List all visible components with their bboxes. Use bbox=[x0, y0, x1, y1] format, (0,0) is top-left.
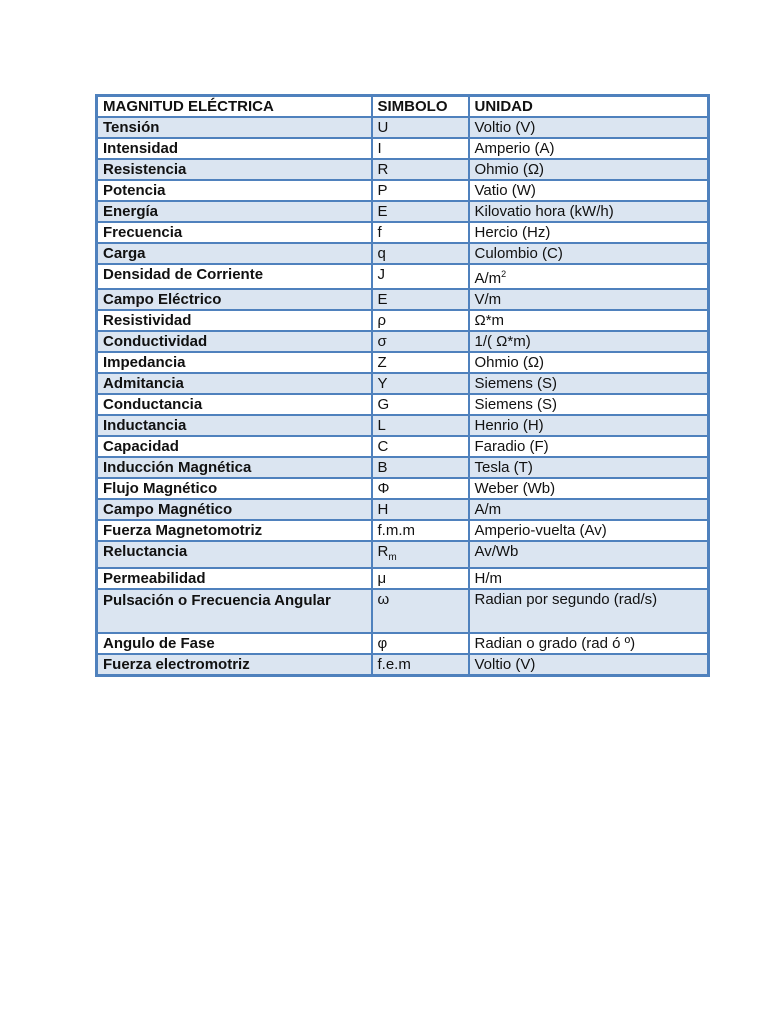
magnitude-cell: Campo Magnético bbox=[97, 499, 372, 520]
symbol-text: E bbox=[377, 291, 388, 308]
symbol-text: C bbox=[377, 438, 389, 455]
magnitude-cell: Potencia bbox=[97, 180, 372, 201]
magnitude-cell: Frecuencia bbox=[97, 222, 372, 243]
symbol-text: q bbox=[377, 245, 386, 262]
unit-cell bbox=[469, 589, 709, 633]
unit-cell bbox=[469, 654, 709, 676]
unit-cell bbox=[469, 243, 709, 264]
symbol-cell bbox=[372, 264, 469, 289]
table-row bbox=[97, 201, 709, 222]
unit-cell bbox=[469, 457, 709, 478]
table-row bbox=[97, 180, 709, 201]
unit-cell bbox=[469, 541, 709, 568]
table-row bbox=[97, 310, 709, 331]
magnitude-cell: Conductancia bbox=[97, 394, 372, 415]
unit-text: Av/Wb bbox=[474, 543, 519, 560]
magnitude-cell: Fuerza electromotriz bbox=[97, 654, 372, 676]
table-row bbox=[97, 264, 709, 289]
symbol-text: σ bbox=[377, 333, 387, 350]
symbol-text: Φ bbox=[377, 480, 390, 497]
table-row bbox=[97, 457, 709, 478]
unit-text: A/m bbox=[474, 501, 502, 518]
magnitude-cell: Admitancia bbox=[97, 373, 372, 394]
symbol-cell bbox=[372, 222, 469, 243]
magnitude-cell: Densidad de Corriente bbox=[97, 264, 372, 289]
symbol-cell bbox=[372, 159, 469, 180]
magnitude-cell: Resistividad bbox=[97, 310, 372, 331]
unit-cell bbox=[469, 264, 709, 289]
unit-cell bbox=[469, 633, 709, 654]
symbol-text: I bbox=[377, 140, 382, 157]
table-row bbox=[97, 541, 709, 568]
unit-text: A/m bbox=[474, 270, 502, 287]
symbol-text: H bbox=[377, 501, 389, 518]
symbol-text: Y bbox=[377, 375, 388, 392]
magnitude-cell: Angulo de Fase bbox=[97, 633, 372, 654]
table-row bbox=[97, 568, 709, 589]
unit-text: H/m bbox=[474, 570, 502, 587]
table-row bbox=[97, 478, 709, 499]
magnitude-cell: Conductividad bbox=[97, 331, 372, 352]
symbol-cell bbox=[372, 589, 469, 633]
unit-text: Vatio (W) bbox=[474, 182, 536, 199]
table-row bbox=[97, 654, 709, 676]
table-row bbox=[97, 415, 709, 436]
symbol-cell bbox=[372, 180, 469, 201]
symbol-cell bbox=[372, 394, 469, 415]
symbol-cell bbox=[372, 499, 469, 520]
magnitude-cell: Campo Eléctrico bbox=[97, 289, 372, 310]
header-unit: UNIDAD bbox=[469, 96, 709, 118]
unit-cell bbox=[469, 568, 709, 589]
symbol-cell bbox=[372, 541, 469, 568]
magnitude-cell: Capacidad bbox=[97, 436, 372, 457]
table-row bbox=[97, 633, 709, 654]
magnitude-cell: Permeabilidad bbox=[97, 568, 372, 589]
table-row bbox=[97, 373, 709, 394]
symbol-cell bbox=[372, 520, 469, 541]
table-row bbox=[97, 289, 709, 310]
symbol-cell bbox=[372, 457, 469, 478]
unit-cell bbox=[469, 201, 709, 222]
symbol-text: U bbox=[377, 119, 389, 136]
unit-cell bbox=[469, 117, 709, 138]
symbol-text: f bbox=[377, 224, 382, 241]
table-row bbox=[97, 331, 709, 352]
magnitude-cell: Inductancia bbox=[97, 415, 372, 436]
unit-text: Henrio (H) bbox=[474, 417, 544, 434]
symbol-text: B bbox=[377, 459, 388, 476]
unit-cell bbox=[469, 478, 709, 499]
symbol-text: L bbox=[377, 417, 386, 434]
table-row bbox=[97, 243, 709, 264]
unit-text: 1/( Ω*m) bbox=[474, 333, 531, 350]
unit-text: Faradio (F) bbox=[474, 438, 549, 455]
table-row bbox=[97, 589, 709, 633]
header-magnitude: MAGNITUD ELÉCTRICA bbox=[97, 96, 372, 118]
magnitude-cell: Fuerza Magnetomotriz bbox=[97, 520, 372, 541]
unit-text: Radian por segundo (rad/s) bbox=[474, 591, 658, 608]
symbol-cell bbox=[372, 568, 469, 589]
symbol-cell bbox=[372, 289, 469, 310]
table-row bbox=[97, 352, 709, 373]
table-row bbox=[97, 520, 709, 541]
symbol-text: Z bbox=[377, 354, 387, 371]
symbol-cell bbox=[372, 310, 469, 331]
unit-text: Hercio (Hz) bbox=[474, 224, 551, 241]
table-row bbox=[97, 499, 709, 520]
magnitude-cell: Resistencia bbox=[97, 159, 372, 180]
unit-cell bbox=[469, 520, 709, 541]
unit-cell bbox=[469, 415, 709, 436]
unit-cell bbox=[469, 159, 709, 180]
unit-text: Amperio (A) bbox=[474, 140, 555, 157]
symbol-cell bbox=[372, 373, 469, 394]
symbol-cell bbox=[372, 633, 469, 654]
symbol-text: G bbox=[377, 396, 390, 413]
header-symbol: SIMBOLO bbox=[372, 96, 469, 118]
unit-cell bbox=[469, 180, 709, 201]
unit-text: Weber (Wb) bbox=[474, 480, 556, 497]
symbol-cell bbox=[372, 138, 469, 159]
unit-cell bbox=[469, 352, 709, 373]
symbol-text: ω bbox=[377, 591, 390, 608]
table-row bbox=[97, 159, 709, 180]
unit-cell bbox=[469, 436, 709, 457]
unit-text: Voltio (V) bbox=[474, 119, 536, 136]
unit-text: Voltio (V) bbox=[474, 656, 536, 673]
magnitude-cell: Flujo Magnético bbox=[97, 478, 372, 499]
symbol-text: f.m.m bbox=[377, 522, 415, 539]
symbol-text: ρ bbox=[377, 312, 387, 329]
unit-text: V/m bbox=[474, 291, 502, 308]
symbol-cell bbox=[372, 352, 469, 373]
symbol-text: P bbox=[377, 182, 388, 199]
symbol-text: μ bbox=[377, 570, 387, 587]
unit-text: Siemens (S) bbox=[474, 396, 558, 413]
unit-superscript: 2 bbox=[501, 269, 507, 279]
magnitude-cell: Carga bbox=[97, 243, 372, 264]
symbol-cell bbox=[372, 436, 469, 457]
unit-cell bbox=[469, 222, 709, 243]
unit-text: Ω*m bbox=[474, 312, 505, 329]
symbol-text: R bbox=[377, 161, 389, 178]
unit-cell bbox=[469, 394, 709, 415]
symbol-cell bbox=[372, 415, 469, 436]
table-row bbox=[97, 138, 709, 159]
table-row bbox=[97, 117, 709, 138]
symbol-text: φ bbox=[377, 635, 388, 652]
magnitude-cell: Inducción Magnética bbox=[97, 457, 372, 478]
table-row bbox=[97, 222, 709, 243]
unit-cell bbox=[469, 331, 709, 352]
symbol-text: J bbox=[377, 266, 385, 283]
table-row bbox=[97, 436, 709, 457]
table-row bbox=[97, 394, 709, 415]
unit-text: Culombio (C) bbox=[474, 245, 563, 262]
unit-text: Tesla (T) bbox=[474, 459, 533, 476]
magnitude-cell: Impedancia bbox=[97, 352, 372, 373]
symbol-text: E bbox=[377, 203, 388, 220]
symbol-cell bbox=[372, 243, 469, 264]
magnitude-cell: Intensidad bbox=[97, 138, 372, 159]
table-header-row bbox=[97, 96, 709, 118]
magnitude-cell: Reluctancia bbox=[97, 541, 372, 568]
symbol-cell bbox=[372, 331, 469, 352]
unit-text: Amperio-vuelta (Av) bbox=[474, 522, 607, 539]
unit-text: Ohmio (Ω) bbox=[474, 161, 545, 178]
magnitude-cell: Pulsación o Frecuencia Angular bbox=[97, 589, 372, 633]
symbol-cell bbox=[372, 654, 469, 676]
symbol-subscript: m bbox=[388, 552, 397, 563]
unit-cell bbox=[469, 310, 709, 331]
magnitude-cell: Energía bbox=[97, 201, 372, 222]
symbol-cell bbox=[372, 201, 469, 222]
unit-cell bbox=[469, 373, 709, 394]
symbol-text: R bbox=[377, 543, 389, 560]
electrical-magnitudes-table bbox=[95, 94, 710, 677]
unit-text: Ohmio (Ω) bbox=[474, 354, 545, 371]
symbol-cell bbox=[372, 117, 469, 138]
unit-cell bbox=[469, 289, 709, 310]
table-body bbox=[97, 117, 709, 676]
unit-text: Siemens (S) bbox=[474, 375, 558, 392]
unit-cell bbox=[469, 499, 709, 520]
unit-text: Radian o grado (rad ó º) bbox=[474, 635, 636, 652]
magnitude-cell: Tensión bbox=[97, 117, 372, 138]
unit-text: Kilovatio hora (kW/h) bbox=[474, 203, 614, 220]
unit-cell bbox=[469, 138, 709, 159]
table-container bbox=[95, 94, 707, 677]
symbol-cell bbox=[372, 478, 469, 499]
symbol-text: f.e.m bbox=[377, 656, 411, 673]
